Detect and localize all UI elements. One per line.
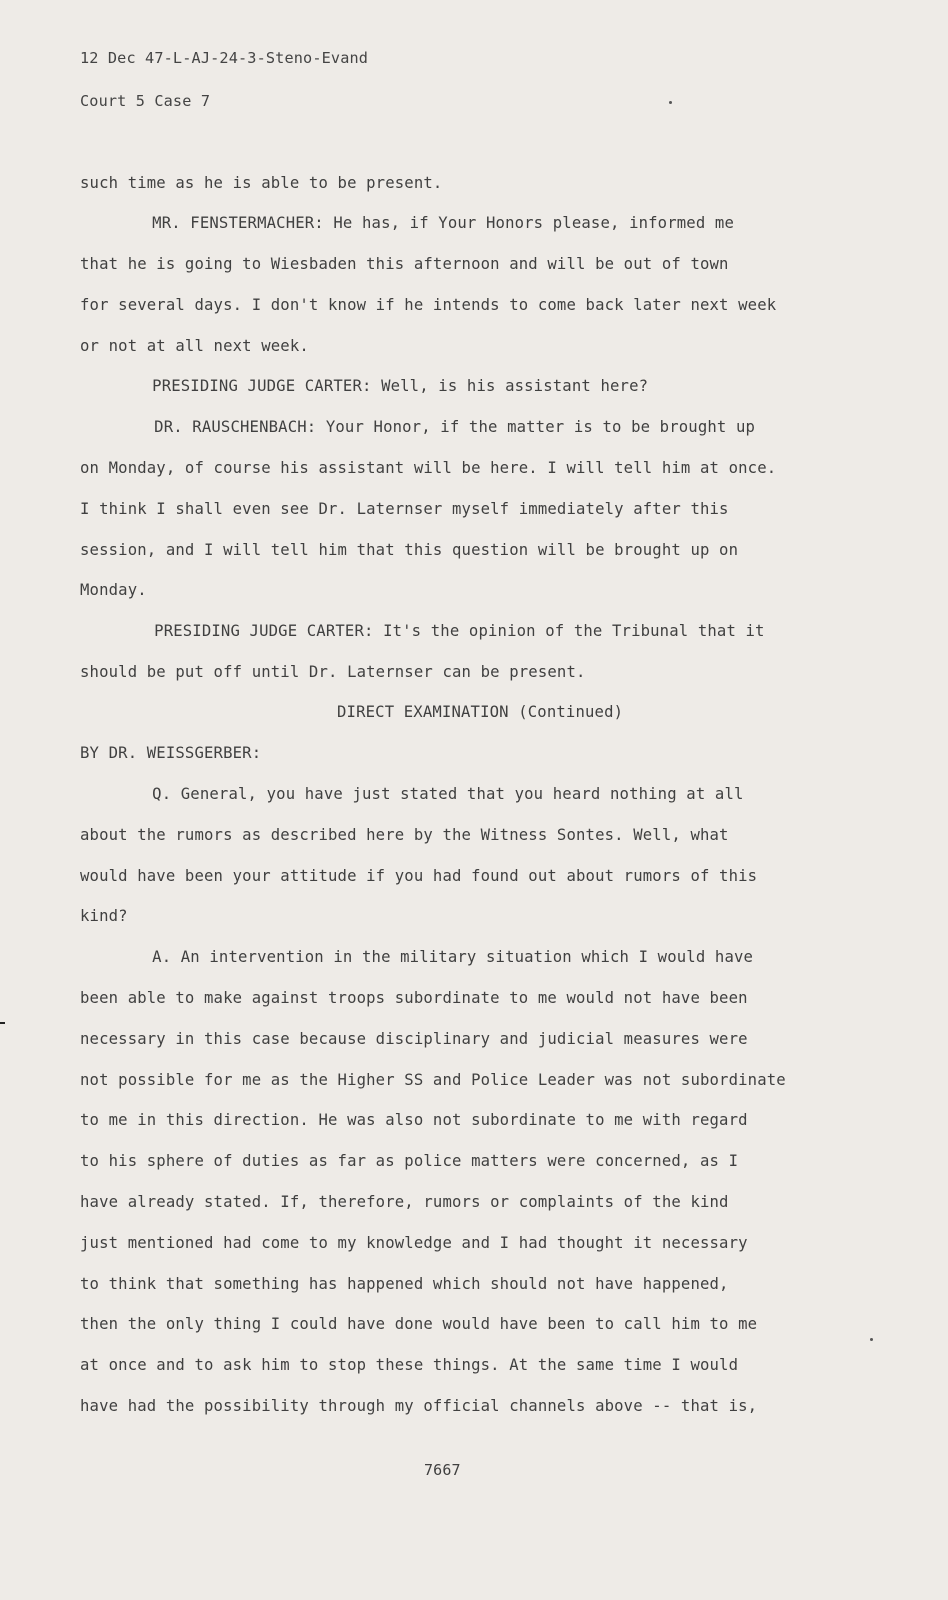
section-heading: DIRECT EXAMINATION (Continued) — [337, 703, 624, 721]
body-line: about the rumors as described here by the Witness Sontes. Well, what — [80, 826, 729, 844]
body-line: Q. General, you have just stated that you heard nothing at all — [114, 785, 744, 803]
body-line: then the only thing I could have done would have been to call him to me — [80, 1315, 758, 1333]
body-line: have had the possibility through my official channels above -- that is, — [80, 1397, 758, 1415]
body-line: PRESIDING JUDGE CARTER: It's the opinion of the Tribunal that it — [116, 622, 765, 640]
body-line: A. An intervention in the military situation which I would have — [114, 948, 754, 966]
body-line: to me in this direction. He was also not subordinate to me with regard — [80, 1111, 748, 1129]
body-line: on Monday, of course his assistant will be here. I will tell him at once. — [80, 459, 777, 477]
body-line: session, and I will tell him that this question will be brought up on — [80, 541, 739, 559]
body-line: for several days. I don't know if he intends to come back later next week — [80, 296, 777, 314]
body-line: would have been your attitude if you had found out about rumors of this — [80, 867, 758, 885]
body-line: to think that something has happened which should not have happened, — [80, 1275, 729, 1293]
header-line-2: Court 5 Case 7 — [80, 92, 211, 110]
page-number: 7667 — [424, 1461, 461, 1479]
body-line: or not at all next week. — [80, 337, 309, 355]
body-line: kind? — [80, 907, 128, 925]
body-line: I think I shall even see Dr. Laternser myself immediately after this — [80, 500, 729, 518]
body-line: PRESIDING JUDGE CARTER: Well, is his assistant here? — [114, 377, 649, 395]
body-line: BY DR. WEISSGERBER: — [80, 744, 262, 762]
body-line: at once and to ask him to stop these things. At the same time I would — [80, 1356, 739, 1374]
body-line: Monday. — [80, 581, 147, 599]
speck-mark — [870, 1338, 873, 1341]
speck-mark — [669, 101, 672, 104]
punch-mark — [0, 1022, 5, 1024]
body-line: that he is going to Wiesbaden this afternoon and will be out of town — [80, 255, 729, 273]
body-line: to his sphere of duties as far as police matters were concerned, as I — [80, 1152, 739, 1170]
body-line: necessary in this case because disciplinary and judicial measures were — [80, 1030, 748, 1048]
body-line: been able to make against troops subordinate to me would not have been — [80, 989, 748, 1007]
body-line: such time as he is able to be present. — [80, 174, 443, 192]
body-line: just mentioned had come to my knowledge and I had thought it necessary — [80, 1234, 748, 1252]
body-line: DR. RAUSCHENBACH: Your Honor, if the matter is to be brought up — [116, 418, 756, 436]
body-line: should be put off until Dr. Laternser can be present. — [80, 663, 586, 681]
header-line-1: 12 Dec 47-L-AJ-24-3-Steno-Evand — [80, 49, 369, 67]
body-line: have already stated. If, therefore, rumors or complaints of the kind — [80, 1193, 729, 1211]
body-line: not possible for me as the Higher SS and Police Leader was not subordinate — [80, 1071, 786, 1089]
body-line: MR. FENSTERMACHER: He has, if Your Honors please, informed me — [114, 214, 734, 232]
